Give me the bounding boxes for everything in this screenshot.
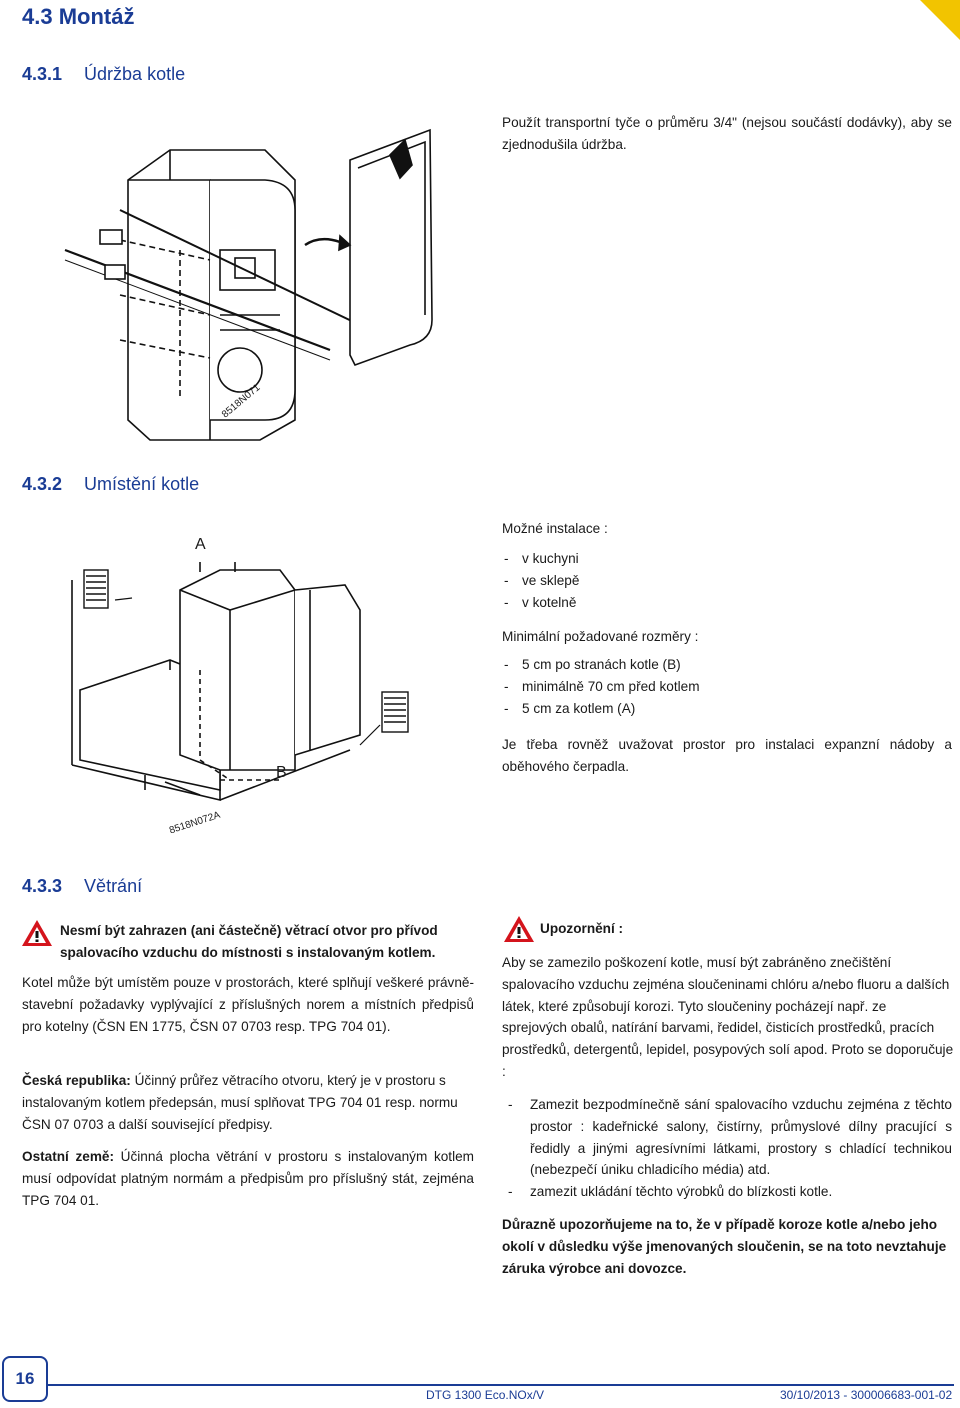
ventilation-warning: Nesmí být zahrazen (ani částečně) větrací otvor pro přívod spalovacího vzduchu do místnosti s instalovaným kotlem. <box>60 923 438 960</box>
other-countries-paragraph <box>22 1146 474 1211</box>
subsection-title-432 <box>22 474 199 495</box>
subsection-label: Údržba kotle <box>84 64 186 84</box>
list-item: - 5 cm za kotlem (A) <box>504 698 944 720</box>
footer-doc: 30/10/2013 - 300006683-001-02 <box>780 1388 953 1402</box>
list-item: - v kuchyni <box>504 548 944 570</box>
label-b: B <box>276 764 287 781</box>
other-text: Účinná plocha větrání v prostoru s instalovaným kotlem musí odpovídat platným normám a předpisům pro příslušný stát, zejména TPG 704 01. <box>22 1149 474 1208</box>
warning-icon <box>20 918 54 948</box>
page-number: 16 <box>15 1369 35 1388</box>
figure-code-431: 8518N071 <box>220 382 263 421</box>
footer-model: DTG 1300 Eco.NOx/V <box>426 1388 545 1402</box>
czech-paragraph <box>22 1070 474 1135</box>
subsection-number: 4.3.2 <box>22 474 63 494</box>
list-item: - v kotelně <box>504 592 944 614</box>
list-item: - minimálně 70 cm před kotlem <box>504 676 944 698</box>
ventilation-paragraph: Kotel může být umístěm pouze v prostorách, které splňují veškeré právně-stavební požadavky vyplývající z příslušných norem a místních předpisů pro kotelny (ČSN EN 1775, ČSN 07 0703 resp. TPG 704 01). <box>22 975 474 1034</box>
other-label: Ostatní země: <box>22 1149 115 1164</box>
transport-note: Použít transportní tyče o průměru 3/4" (nejsou součástí dodávky), aby se zjednodušila údržba. <box>502 115 952 152</box>
list-item: - Zamezit bezpodmínečně sání spalovacího vzduchu zejména z těchto prostor : kadeřnické salony, čistírny, průmyslové dílny pracující s ředidly a jinými agresívními látkami, prostory s chladící technikou (nebezpečí úniku chladicího média) atd. <box>502 1094 952 1181</box>
caution-title: Upozornění : <box>540 921 624 936</box>
caution-text: Aby se zamezilo poškození kotle, musí být zabráněno znečištění spalovacího vzduchu zejména sloučeninami chlóru a/nebo fluoru a dalších látek, které způsobují korozi. Tyto sloučeniny pocházejí např. ze sprejových obalů, natírání barvami, ředidel, čisticích prostředků, pracích prostředků, detergentů, lepidel, posypových solí apod. Proto se doporučuje : <box>502 955 954 1079</box>
list-item: - zamezit ukládání těchto výrobků do blízkosti kotle. <box>502 1181 952 1203</box>
list-item: - 5 cm po stranách kotle (B) <box>504 654 944 676</box>
list-item: - ve sklepě <box>504 570 944 592</box>
czech-label: Česká republika: <box>22 1073 131 1088</box>
space-note: Je třeba rovněž uvažovat prostor pro instalaci expanzní nádoby a oběhového čerpadla. <box>502 737 952 774</box>
dims-list <box>504 654 944 719</box>
corner-mark <box>920 0 960 40</box>
label-a: A <box>195 536 206 553</box>
maintenance-figure <box>60 120 450 450</box>
section-title: 4.3 Montáž <box>22 4 135 29</box>
caution-emphasis: Důrazně upozorňujeme na to, že v případě koroze kotle a/nebo jeho okolí v důsledku výše jmenovaných sloučenin, se na toto nevztahuje záruka výrobce ani dovozce. <box>502 1217 947 1276</box>
subsection-label: Umístění kotle <box>84 474 200 494</box>
subsection-number: 4.3.3 <box>22 876 63 896</box>
caution-list <box>502 1094 952 1203</box>
subsection-number: 4.3.1 <box>22 64 63 84</box>
placement-figure <box>70 520 420 840</box>
dims-heading: Minimální požadované rozměry : <box>502 629 699 644</box>
caution-icon <box>502 914 536 944</box>
subsection-title-433 <box>22 876 142 897</box>
installs-list <box>504 548 944 613</box>
installs-heading: Možné instalace : <box>502 521 608 536</box>
footer-rule <box>48 1384 954 1386</box>
subsection-title-431 <box>22 64 185 85</box>
subsection-label: Větrání <box>84 876 143 896</box>
czech-text: Účinný průřez větracího otvoru, který je v prostoru s instalovaným kotlem předepsán, musí splňovat TPG 704 01 resp. normu ČSN 07 0703 a další související předpisy. <box>22 1073 458 1132</box>
page-number-box <box>2 1356 48 1402</box>
figure-code-432: 8518N072A <box>168 809 222 837</box>
